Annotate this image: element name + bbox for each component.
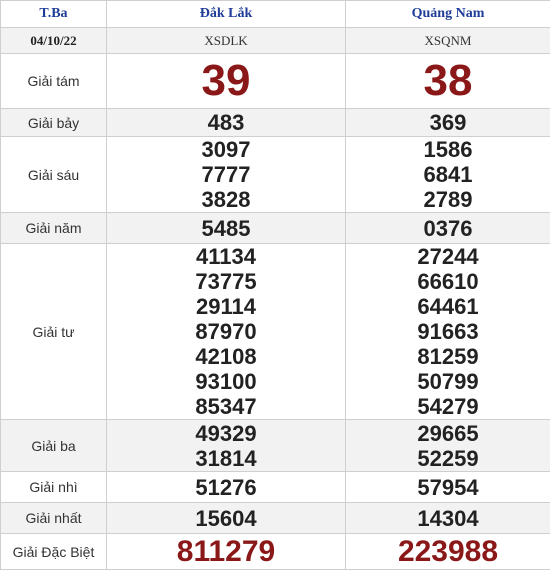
code-quang-nam: XSQNM xyxy=(346,28,550,54)
number: 38 xyxy=(423,56,473,105)
prize-label-g4: Giải tư xyxy=(1,244,107,420)
prize-label-g6: Giải sáu xyxy=(1,137,107,213)
numbers-dak-lak-g2 xyxy=(107,472,346,503)
day-label: T.Ba xyxy=(1,1,107,28)
province-quang-nam-link[interactable]: Quảng Nam xyxy=(346,1,550,28)
number: 29114 xyxy=(196,294,256,319)
prize-label-g7: Giải bảy xyxy=(1,109,107,137)
prize-label-g5: Giải năm xyxy=(1,213,107,244)
number: 41134 xyxy=(196,244,256,269)
number: 39 xyxy=(201,56,251,105)
prize-row-g5 xyxy=(1,213,550,244)
header-row xyxy=(1,1,550,28)
number: 3828 xyxy=(201,187,251,212)
numbers-quang-nam-g4 xyxy=(346,244,550,420)
numbers-quang-nam-special xyxy=(346,534,550,570)
number: 223988 xyxy=(397,534,499,568)
number: 85347 xyxy=(195,394,257,419)
number: 66610 xyxy=(417,269,479,294)
prize-row-g1 xyxy=(1,503,550,534)
number: 87970 xyxy=(195,319,257,344)
number: 31814 xyxy=(195,445,257,471)
prize-label-g1: Giải nhất xyxy=(1,503,107,534)
numbers-quang-nam-g3 xyxy=(346,420,550,472)
number: 6841 xyxy=(423,162,473,187)
number: 54279 xyxy=(417,394,479,419)
code-dak-lak: XSDLK xyxy=(107,28,346,54)
number: 81259 xyxy=(417,344,479,369)
prize-label-g8: Giải tám xyxy=(1,54,107,109)
number: 811279 xyxy=(176,534,276,568)
numbers-dak-lak-special xyxy=(107,534,346,570)
number: 1586 xyxy=(423,137,473,162)
numbers-quang-nam-g5 xyxy=(346,213,550,244)
numbers-dak-lak-g8 xyxy=(107,54,346,109)
number: 73775 xyxy=(195,269,257,294)
number: 2789 xyxy=(423,187,473,212)
number: 15604 xyxy=(195,505,257,531)
number: 27244 xyxy=(417,244,479,269)
prize-label-g2: Giải nhì xyxy=(1,472,107,503)
number: 5485 xyxy=(201,215,251,241)
number: 3097 xyxy=(201,137,251,162)
prize-label-g3: Giải ba xyxy=(1,420,107,472)
prize-row-g6 xyxy=(1,137,550,213)
numbers-dak-lak-g3 xyxy=(107,420,346,472)
numbers-dak-lak-g5 xyxy=(107,213,346,244)
prize-row-g8 xyxy=(1,54,550,109)
number: 51276 xyxy=(195,474,257,500)
numbers-quang-nam-g1 xyxy=(346,503,550,534)
prize-row-g2 xyxy=(1,472,550,503)
number: 93100 xyxy=(195,369,257,394)
number: 57954 xyxy=(417,474,479,500)
draw-date: 04/10/22 xyxy=(1,28,107,54)
prize-row-g7 xyxy=(1,109,550,137)
province-dak-lak-link[interactable]: Đắk Lắk xyxy=(107,1,346,28)
prize-label-special: Giải Đặc Biệt xyxy=(1,534,107,570)
number: 42108 xyxy=(195,344,257,369)
number: 91663 xyxy=(417,319,479,344)
numbers-dak-lak-g7 xyxy=(107,109,346,137)
number: 29665 xyxy=(417,420,479,446)
number: 369 xyxy=(429,110,467,135)
numbers-quang-nam-g6 xyxy=(346,137,550,213)
numbers-dak-lak-g4 xyxy=(107,244,346,420)
number: 483 xyxy=(207,110,245,135)
numbers-quang-nam-g8 xyxy=(346,54,550,109)
number: 49329 xyxy=(195,420,257,446)
numbers-dak-lak-g1 xyxy=(107,503,346,534)
numbers-quang-nam-g2 xyxy=(346,472,550,503)
prize-row-special xyxy=(1,534,550,570)
number: 64461 xyxy=(417,294,479,319)
number: 52259 xyxy=(417,445,479,471)
prize-row-g3 xyxy=(1,420,550,472)
prize-row-g4 xyxy=(1,244,550,420)
number: 14304 xyxy=(417,505,479,531)
numbers-dak-lak-g6 xyxy=(107,137,346,213)
numbers-quang-nam-g7 xyxy=(346,109,550,137)
number: 7777 xyxy=(201,162,251,187)
number: 50799 xyxy=(417,369,479,394)
number: 0376 xyxy=(423,215,473,241)
subheader-row xyxy=(1,28,550,54)
